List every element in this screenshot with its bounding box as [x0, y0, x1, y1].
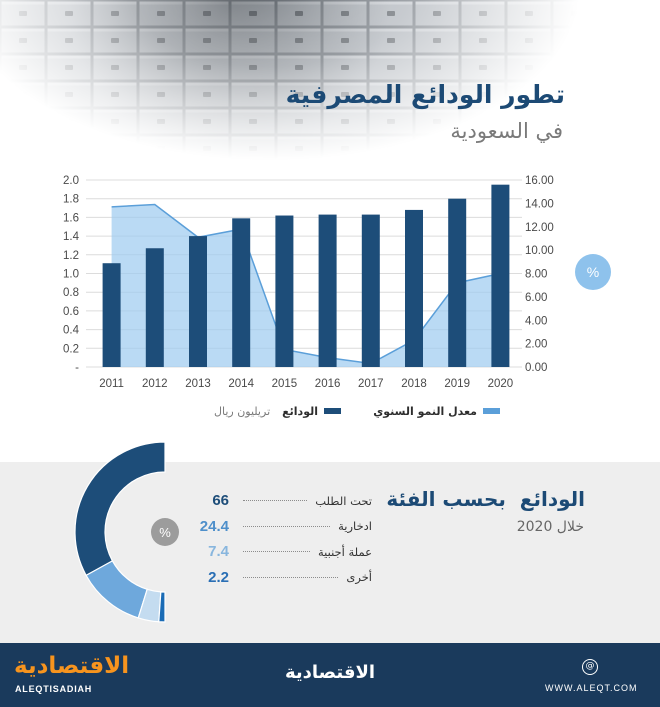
y-left-tick-label: 1.0	[63, 268, 79, 281]
category-label: ادخارية	[338, 519, 372, 534]
website-link[interactable]: WWW.ALEQT.COM	[545, 683, 638, 693]
y-right-tick-label: 16.00	[525, 175, 554, 187]
y-left-tick-label: 0.4	[63, 324, 79, 337]
category-row-savings	[192, 514, 372, 540]
x-tick-label: 2017	[358, 378, 384, 390]
bar-2013	[189, 236, 207, 367]
y-left-tick-label: 1.2	[63, 249, 79, 262]
donut-slice-1	[75, 442, 165, 575]
category-value: 7.4	[208, 543, 229, 561]
deposits-growth-chart	[0, 160, 660, 400]
bar-2017	[362, 215, 380, 367]
category-row-other	[192, 565, 372, 591]
aleqtisadiah-logo-latin: ALEQTISADIAH	[15, 684, 93, 694]
legend-unit: تريليون ريال	[214, 404, 271, 418]
bar-2020	[491, 185, 509, 367]
x-tick-label: 2019	[444, 378, 470, 390]
category-value: 2.2	[208, 568, 229, 586]
x-tick-label: 2018	[401, 378, 427, 390]
y-left-tick-label: 1.6	[63, 212, 79, 225]
dotted-leader	[243, 526, 330, 527]
breakdown-period: خلال 2020	[516, 519, 584, 535]
y-left-tick-label: 1.4	[63, 231, 79, 244]
category-row-demand	[192, 488, 372, 514]
bar-2011	[103, 263, 121, 367]
category-label: تحت الطلب	[315, 493, 372, 508]
y-right-tick-label: 2.00	[525, 338, 548, 351]
y-right-tick-label: 14.00	[525, 198, 554, 211]
y-right-tick-label: 12.00	[525, 221, 554, 234]
y-left-tick-label: -	[75, 362, 79, 374]
x-tick-label: 2012	[142, 378, 168, 390]
growth-rate-area	[112, 205, 501, 367]
x-tick-label: 2020	[487, 378, 514, 390]
legend-swatch-deposits	[324, 408, 341, 414]
y-right-tick-label: 0.00	[525, 362, 548, 374]
legend-label-deposits: الودائع	[282, 404, 318, 418]
bar-2019	[448, 199, 466, 367]
dotted-leader	[243, 577, 338, 578]
page-title: تطور الودائع المصرفية	[285, 80, 565, 109]
y-left-tick-label: 1.8	[63, 193, 79, 206]
y-left-tick-label: 0.8	[63, 287, 79, 300]
legend-growth-rate	[373, 404, 500, 418]
at-sign-icon: @	[582, 659, 598, 675]
donut-center-label: %	[159, 525, 171, 540]
category-label: عملة أجنبية	[317, 544, 372, 559]
legend-swatch-growth	[483, 408, 500, 414]
category-label: أخرى	[346, 570, 372, 585]
dotted-leader	[243, 500, 307, 501]
dotted-leader	[243, 551, 310, 552]
y-left-tick-label: 2.0	[63, 175, 79, 187]
y-right-tick-label: 10.00	[525, 245, 554, 258]
y-left-tick-label: 0.6	[63, 305, 79, 318]
x-tick-label: 2015	[271, 378, 298, 390]
x-tick-label: 2013	[185, 378, 211, 390]
category-list	[192, 488, 372, 590]
y-right-tick-label: 6.00	[525, 291, 548, 304]
y-right-tick-label: 4.00	[525, 315, 548, 328]
x-tick-label: 2014	[228, 378, 254, 390]
x-tick-label: 2011	[99, 378, 124, 390]
aleqtisadiah-logo[interactable]: الاقتصادية	[14, 653, 130, 679]
breakdown-title: الودائع بحسب الفئة	[386, 487, 585, 511]
category-row-foreign-currency	[192, 539, 372, 565]
y-right-tick-label: 8.00	[525, 268, 548, 281]
y-left-tick-label: 0.2	[63, 343, 79, 356]
footer-brand-name: الاقتصادية	[284, 662, 376, 683]
bar-2014	[232, 218, 250, 367]
x-tick-label: 2016	[314, 378, 341, 390]
bar-2016	[319, 215, 337, 367]
page-subtitle: في السعودية	[450, 119, 563, 143]
bar-2018	[405, 210, 423, 367]
bar-2015	[275, 216, 293, 367]
legend-deposits	[214, 404, 341, 418]
percent-axis-badge: %	[575, 254, 611, 290]
category-value: 24.4	[199, 517, 229, 535]
bar-2012	[146, 248, 164, 367]
legend-label-growth: معدل النمو السنوي	[373, 404, 477, 418]
category-value: 66	[212, 492, 229, 510]
